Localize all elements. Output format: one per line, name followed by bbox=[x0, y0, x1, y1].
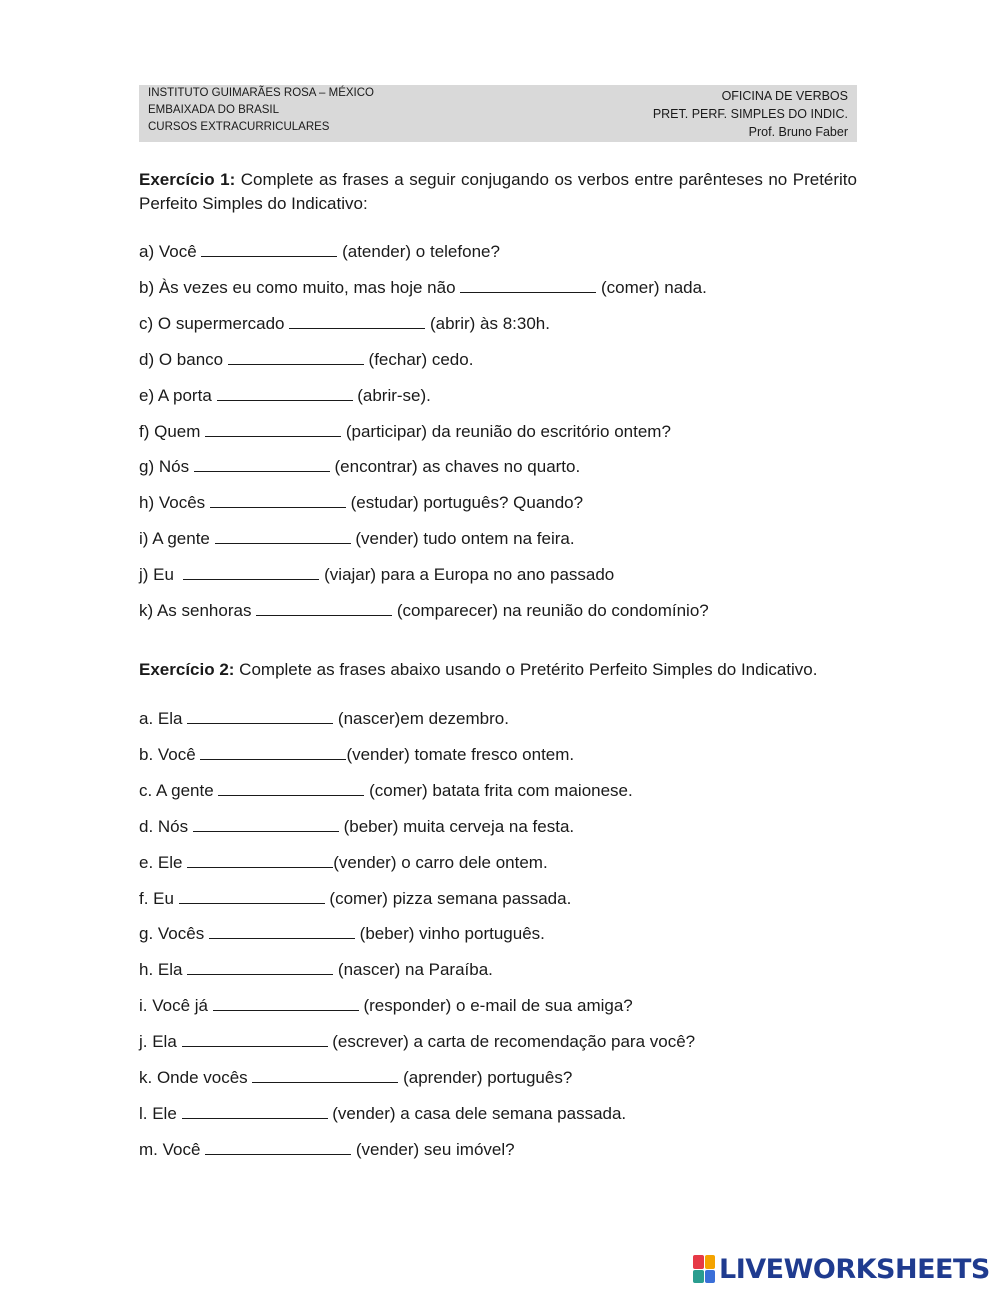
exercise-1-text: Complete as frases a seguir conjugando os verbos entre parênteses no Pretérito Perfeito Simples do Indicativo: bbox=[139, 170, 857, 213]
exercise-2-text: Complete as frases abaixo usando o Pretérito Perfeito Simples do Indicativo. bbox=[234, 660, 818, 679]
item-suffix: (atender) o telefone? bbox=[337, 242, 500, 261]
institute-name: INSTITUTO GUIMARÃES ROSA – MÉXICO bbox=[148, 87, 374, 99]
item-prefix: b. Você bbox=[139, 744, 201, 764]
exercise-item bbox=[139, 779, 857, 802]
item-suffix: (nascer) na Paraíba. bbox=[333, 960, 493, 980]
item-suffix: (responder) o e-mail de sua amiga? bbox=[358, 996, 633, 1016]
logo-square bbox=[705, 1270, 716, 1284]
item-suffix: (comer) batata frita com maionese. bbox=[364, 780, 633, 800]
item-prefix: i) A gente bbox=[139, 529, 215, 549]
exercise-1-label: Exercício 1: bbox=[139, 170, 236, 189]
item-suffix: (vender) tomate fresco ontem. bbox=[346, 744, 575, 764]
item-prefix: g. Vocês bbox=[139, 924, 209, 944]
answer-blank[interactable] bbox=[187, 851, 333, 868]
exercise-item bbox=[139, 1030, 857, 1053]
answer-blank[interactable] bbox=[217, 384, 353, 401]
item-suffix: (estudar) português? Quando? bbox=[345, 493, 584, 513]
exercise-item bbox=[139, 527, 857, 550]
exercise-item bbox=[139, 1138, 857, 1161]
exercise-2-label: Exercício 2: bbox=[139, 660, 235, 679]
answer-blank[interactable] bbox=[179, 887, 325, 904]
item-suffix: (nascer)em dezembro. bbox=[333, 709, 509, 728]
answer-blank[interactable] bbox=[201, 240, 337, 257]
answer-blank[interactable] bbox=[187, 707, 333, 724]
item-prefix: h. Ela bbox=[139, 960, 188, 980]
item-suffix: (vender) a casa dele semana passada. bbox=[327, 1103, 627, 1123]
exercise-item bbox=[139, 420, 857, 443]
exercise-item bbox=[139, 599, 857, 622]
exercise-item bbox=[139, 707, 857, 730]
item-prefix: k. Onde vocês bbox=[139, 1068, 253, 1087]
item-prefix: j. Ela bbox=[139, 1032, 182, 1052]
exercise-item bbox=[139, 743, 857, 766]
exercise-item bbox=[139, 994, 857, 1017]
exercise-1-instruction bbox=[139, 168, 857, 216]
workshop-title: OFICINA DE VERBOS bbox=[721, 89, 848, 103]
exercise-2-instruction bbox=[139, 658, 857, 682]
answer-blank[interactable] bbox=[194, 455, 330, 472]
logo-square bbox=[705, 1255, 716, 1269]
item-suffix: (aprender) português? bbox=[398, 1068, 573, 1087]
answer-blank[interactable] bbox=[193, 815, 339, 832]
item-prefix: l. Ele bbox=[139, 1103, 182, 1123]
logo-wordmark: LIVEWORKSHEETS bbox=[719, 1253, 990, 1285]
item-suffix: (comer) nada. bbox=[596, 277, 707, 297]
header-right bbox=[653, 87, 848, 141]
exercise-item bbox=[139, 563, 857, 586]
answer-blank[interactable] bbox=[210, 491, 346, 508]
logo-square bbox=[693, 1270, 704, 1284]
answer-blank[interactable] bbox=[215, 527, 351, 544]
item-prefix: k) As senhoras bbox=[139, 601, 257, 620]
item-prefix: e. Ele bbox=[139, 852, 188, 872]
exercise-item bbox=[139, 240, 857, 263]
exercise-item bbox=[139, 455, 857, 478]
item-prefix: c) O supermercado bbox=[139, 313, 290, 333]
answer-blank[interactable] bbox=[460, 276, 596, 293]
item-prefix: d) O banco bbox=[139, 349, 228, 369]
item-suffix: (encontrar) as chaves no quarto. bbox=[329, 457, 581, 477]
answer-blank[interactable] bbox=[183, 563, 319, 580]
item-prefix: e) A porta bbox=[139, 385, 217, 405]
item-suffix: (comparecer) na reunião do condomínio? bbox=[392, 601, 709, 620]
document-header bbox=[139, 85, 857, 142]
item-suffix: (vender) seu imóvel? bbox=[351, 1139, 515, 1159]
item-prefix: b) Às vezes eu como muito, mas hoje não bbox=[139, 277, 461, 297]
topic-title: PRET. PERF. SIMPLES DO INDIC. bbox=[652, 107, 848, 121]
item-suffix: (fechar) cedo. bbox=[363, 349, 474, 369]
answer-blank[interactable] bbox=[205, 420, 341, 437]
logo-square bbox=[693, 1255, 704, 1269]
answer-blank[interactable] bbox=[200, 743, 346, 760]
embassy-name: EMBAIXADA DO BRASIL bbox=[148, 104, 280, 116]
answer-blank[interactable] bbox=[218, 779, 364, 796]
exercise-item bbox=[139, 887, 857, 910]
item-suffix: (abrir-se). bbox=[352, 385, 431, 405]
answer-blank[interactable] bbox=[182, 1102, 328, 1119]
exercise-item bbox=[139, 922, 857, 945]
exercise-item bbox=[139, 1066, 857, 1089]
item-suffix: (vender) tudo ontem na feira. bbox=[350, 529, 575, 549]
item-prefix: c. A gente bbox=[139, 780, 219, 800]
item-suffix: (beber) vinho português. bbox=[354, 924, 545, 944]
answer-blank[interactable] bbox=[187, 958, 333, 975]
exercise-item bbox=[139, 276, 857, 299]
exercise-item bbox=[139, 851, 857, 874]
answer-blank[interactable] bbox=[213, 994, 359, 1011]
item-prefix: a) Você bbox=[139, 242, 202, 261]
teacher-name: Prof. Bruno Faber bbox=[748, 125, 848, 139]
answer-blank[interactable] bbox=[252, 1066, 398, 1083]
item-prefix: g) Nós bbox=[139, 457, 194, 477]
exercise-item bbox=[139, 958, 857, 981]
item-suffix: (viajar) para a Europa no ano passado bbox=[319, 565, 615, 585]
item-suffix: (beber) muita cerveja na festa. bbox=[338, 816, 575, 836]
item-prefix: j) Eu bbox=[139, 565, 184, 585]
item-prefix: d. Nós bbox=[139, 816, 193, 836]
exercise-item bbox=[139, 384, 857, 407]
answer-blank[interactable] bbox=[289, 312, 425, 329]
course-name: CURSOS EXTRACURRICULARES bbox=[148, 121, 330, 133]
item-prefix: h) Vocês bbox=[139, 493, 210, 513]
item-suffix: (participar) da reunião do escritório ontem? bbox=[341, 421, 671, 441]
answer-blank[interactable] bbox=[209, 922, 355, 939]
exercise-item bbox=[139, 491, 857, 514]
exercise-item bbox=[139, 312, 857, 335]
exercise-item bbox=[139, 348, 857, 371]
answer-blank[interactable] bbox=[205, 1138, 351, 1155]
header-left bbox=[148, 85, 374, 136]
liveworksheets-logo bbox=[693, 1253, 990, 1285]
item-suffix: (escrever) a carta de recomendação para você? bbox=[327, 1032, 696, 1052]
logo-mark-icon bbox=[693, 1255, 715, 1283]
item-prefix: i. Você já bbox=[139, 996, 213, 1016]
answer-blank[interactable] bbox=[182, 1030, 328, 1047]
item-prefix: a. Ela bbox=[139, 709, 188, 728]
exercise-item bbox=[139, 1102, 857, 1125]
item-prefix: f) Quem bbox=[139, 421, 206, 441]
item-suffix: (comer) pizza semana passada. bbox=[324, 888, 572, 908]
item-prefix: f. Eu bbox=[139, 888, 179, 908]
answer-blank[interactable] bbox=[228, 348, 364, 365]
item-suffix: (vender) o carro dele ontem. bbox=[333, 852, 548, 872]
item-suffix: (abrir) às 8:30h. bbox=[425, 313, 550, 333]
answer-blank[interactable] bbox=[256, 599, 392, 616]
exercise-item bbox=[139, 815, 857, 838]
item-prefix: m. Você bbox=[139, 1139, 206, 1159]
